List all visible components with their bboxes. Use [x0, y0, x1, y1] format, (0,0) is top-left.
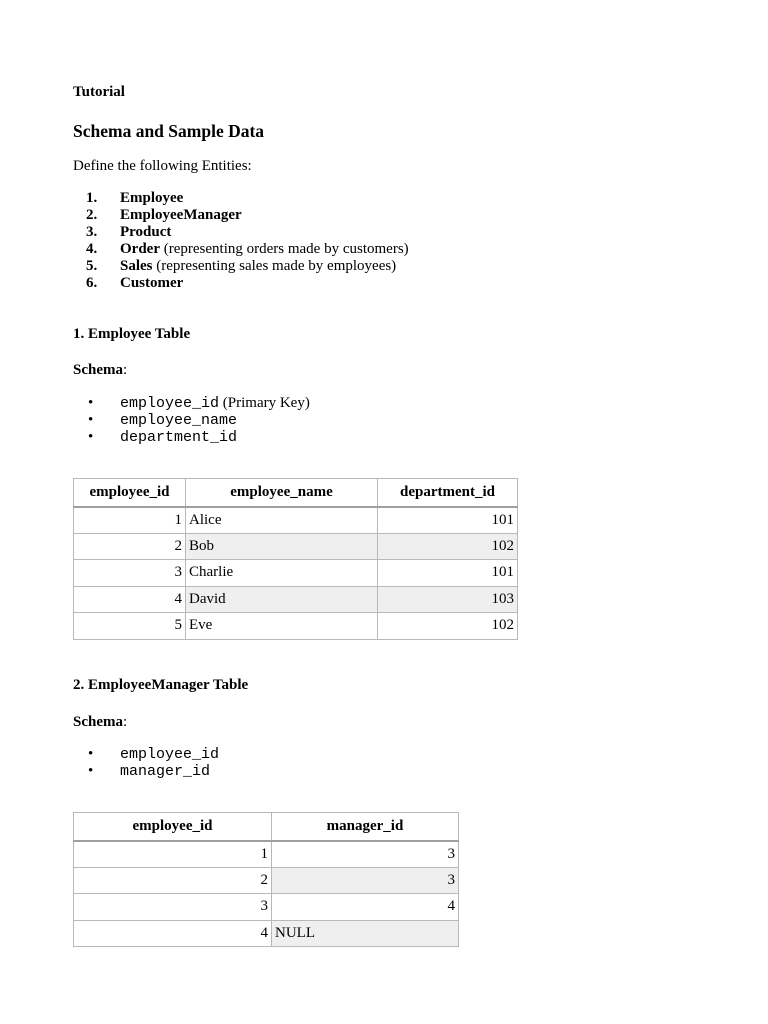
manager-section-title: 2. EmployeeManager Table	[73, 677, 249, 693]
entity-name: EmployeeManager	[120, 207, 242, 223]
list-item	[73, 412, 310, 429]
table-cell: 1	[74, 841, 272, 868]
field-note: (Primary Key)	[219, 395, 310, 411]
table-cell: 5	[74, 613, 186, 640]
table-cell: 101	[378, 560, 518, 587]
table-header-row	[74, 813, 459, 841]
bullet-glyph: •	[88, 395, 94, 411]
table-cell: NULL	[272, 920, 459, 947]
table-row	[74, 867, 459, 894]
bullet-glyph: •	[88, 429, 94, 445]
table-header-row	[74, 479, 518, 507]
entity-name: Product	[120, 224, 172, 240]
table-row	[74, 894, 459, 921]
table-cell: 3	[74, 560, 186, 587]
entity-list	[73, 190, 409, 292]
field-name: department_id	[120, 429, 238, 446]
manager-schema-label	[73, 714, 127, 731]
table-cell: Bob	[186, 533, 378, 560]
page-title: Schema and Sample Data	[73, 121, 265, 141]
table-cell: 102	[378, 613, 518, 640]
table-cell: 101	[378, 507, 518, 534]
table-cell: 4	[272, 894, 459, 921]
schema-label-text: Schema	[73, 714, 123, 730]
schema-label-colon: :	[123, 714, 128, 730]
table-cell: 103	[378, 586, 518, 613]
list-number: 5.	[86, 258, 98, 274]
field-name: employee_id	[120, 746, 220, 763]
employee-field-list	[73, 395, 310, 446]
list-number: 4.	[86, 241, 98, 257]
list-item	[73, 746, 219, 763]
schema-label-colon: :	[123, 362, 128, 378]
table-row	[74, 920, 459, 947]
table-row	[74, 841, 459, 868]
table-cell: Charlie	[186, 560, 378, 587]
field-name: manager_id	[120, 763, 211, 780]
table-cell: 3	[272, 867, 459, 894]
column-header: manager_id	[272, 813, 459, 841]
list-item	[73, 207, 409, 224]
list-number: 3.	[86, 224, 98, 240]
list-item	[73, 224, 409, 241]
employee-schema-label	[73, 362, 127, 379]
entity-name: Customer	[120, 275, 184, 291]
table-cell: 1	[74, 507, 186, 534]
list-item	[73, 429, 310, 446]
bullet-glyph: •	[88, 412, 94, 428]
column-header: department_id	[378, 479, 518, 507]
field-name: employee_id	[120, 395, 220, 412]
intro-text: Define the following Entities:	[73, 158, 252, 174]
table-cell: 4	[74, 920, 272, 947]
entity-name: Order	[120, 241, 160, 257]
table-row	[74, 586, 518, 613]
table-row	[74, 560, 518, 587]
list-item	[73, 763, 219, 780]
field-name: employee_name	[120, 412, 238, 429]
entity-desc: (representing sales made by employees)	[152, 258, 397, 274]
table-row	[74, 507, 518, 534]
employee-table	[73, 478, 518, 640]
list-number: 2.	[86, 207, 98, 223]
manager-field-list	[73, 746, 219, 780]
employee-section-title: 1. Employee Table	[73, 326, 191, 342]
schema-label-text: Schema	[73, 362, 123, 378]
table-row	[74, 613, 518, 640]
table-cell: Alice	[186, 507, 378, 534]
list-item	[73, 190, 409, 207]
list-number: 1.	[86, 190, 98, 206]
entity-name: Employee	[120, 190, 184, 206]
table-cell: 2	[74, 867, 272, 894]
table-cell: 4	[74, 586, 186, 613]
column-header: employee_name	[186, 479, 378, 507]
bullet-glyph: •	[88, 763, 94, 779]
bullet-glyph: •	[88, 746, 94, 762]
list-item	[73, 258, 409, 275]
tutorial-heading: Tutorial	[73, 84, 125, 100]
manager-table	[73, 812, 459, 947]
table-cell: 2	[74, 533, 186, 560]
column-header: employee_id	[74, 479, 186, 507]
table-cell: David	[186, 586, 378, 613]
table-cell: 3	[272, 841, 459, 868]
list-item	[73, 395, 310, 412]
list-item	[73, 275, 409, 292]
table-row	[74, 533, 518, 560]
entity-name: Sales	[120, 258, 153, 274]
column-header: employee_id	[74, 813, 272, 841]
table-cell: 102	[378, 533, 518, 560]
list-item	[73, 241, 409, 258]
table-cell: Eve	[186, 613, 378, 640]
table-cell: 3	[74, 894, 272, 921]
list-number: 6.	[86, 275, 98, 291]
entity-desc: (representing orders made by customers)	[159, 241, 409, 257]
